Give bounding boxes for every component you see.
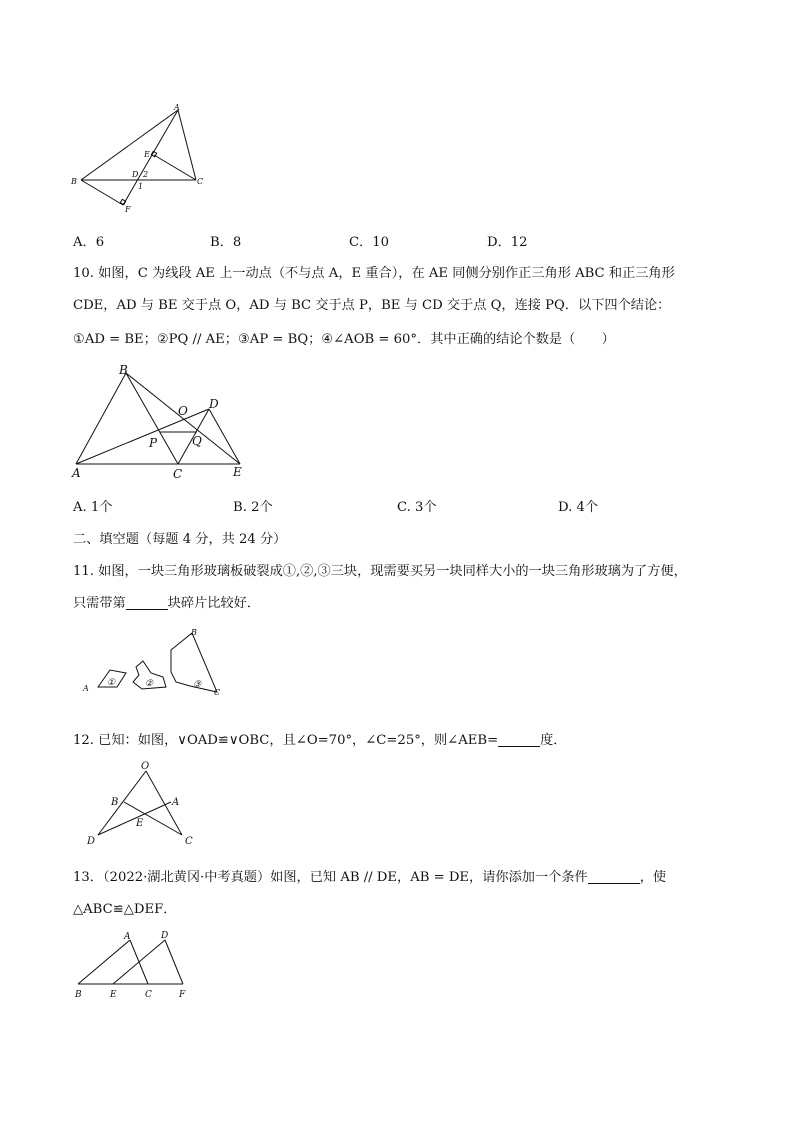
q13-answer-blank[interactable]: [588, 869, 640, 884]
q12-label-C: C: [185, 836, 193, 847]
q9-option-c: C．10: [349, 235, 390, 250]
q13-label-A: A: [124, 932, 131, 942]
q10-label-E: E: [233, 465, 242, 479]
q11-line-1: 11. 如图，一块三角形玻璃板破裂成①,②,③三块，现需要买另一块同样大小的一块三角形玻璃为了方便，: [73, 564, 687, 579]
q9-option-b: B．8: [210, 235, 242, 250]
q13-line-1: [73, 866, 666, 885]
q11-piece-1: ①: [107, 678, 116, 688]
q11-piece-2: ②: [145, 679, 154, 689]
q11-label-C: C: [214, 688, 221, 697]
q9-label-B: B: [71, 177, 77, 186]
q12-answer-blank[interactable]: [498, 732, 540, 747]
q11-figure: [76, 625, 226, 700]
q13-text-pre: 13．（2022·湖北黄冈·中考真题）如图，已知 AB // DE，AB = DE，请你添加一个条件: [73, 870, 588, 885]
q11-label-A: A: [83, 684, 89, 693]
q10-line-2: CDE，AD 与 BE 交于点 O，AD 与 BC 交于点 P，BE 与 CD 交于点 Q，连接 PQ．以下四个结论：: [73, 298, 671, 313]
q12-text-post: 度．: [540, 733, 567, 748]
q13-figure: [70, 926, 195, 1004]
q12-label-D: D: [87, 836, 96, 847]
q10-label-P: P: [149, 436, 158, 450]
q13-label-B: B: [75, 990, 82, 1000]
q12-label-A: A: [172, 797, 180, 808]
q10-option-d: D. 4个: [558, 500, 599, 515]
q13-label-C: C: [145, 990, 152, 1000]
q9-label-A: A: [174, 103, 180, 112]
q9-label-1: 1: [138, 182, 144, 191]
q9-figure: [66, 100, 216, 215]
q11-line-2: [73, 592, 260, 611]
q13-text-post: ，使: [639, 870, 667, 885]
q10-label-B: B: [119, 363, 128, 377]
q11-text-post: 块碎片比较好．: [167, 596, 261, 611]
q10-label-C: C: [173, 467, 183, 481]
q10-option-b: B. 2个: [233, 500, 273, 515]
q10-option-a: A. 1个: [73, 500, 113, 515]
q11-label-B: B: [191, 628, 197, 637]
q12-text-pre: 12. 已知：如图，∨OAD≌∨OBC，且∠O=70°，∠C=25°，则∠AEB=: [73, 733, 499, 748]
q10-option-c: C. 3个: [397, 500, 437, 515]
q10-label-Q: Q: [192, 434, 202, 448]
q10-label-O: O: [178, 404, 188, 418]
section-2-title: 二、填空题（每题 4 分，共 24 分）: [73, 532, 287, 547]
q12-label-O: O: [141, 761, 150, 772]
q10-figure: [66, 362, 256, 484]
q12-label-E: E: [136, 818, 144, 829]
q9-label-D: D: [132, 170, 139, 179]
q9-label-E: E: [144, 150, 150, 159]
q12-label-B: B: [111, 797, 119, 808]
q9-label-C: C: [197, 177, 204, 186]
q11-answer-blank[interactable]: [126, 595, 168, 610]
q12-figure: [76, 757, 206, 849]
q10-line-1: 10. 如图，C 为线段 AE 上一动点（不与点 A，E 重合），在 AE 同侧分别作正三角形 ABC 和正三角形: [73, 266, 675, 281]
q12-line: [73, 729, 567, 748]
q11-text-pre: 只需带第: [73, 596, 126, 611]
q9-label-2: 2: [143, 170, 149, 179]
q10-label-D: D: [209, 397, 219, 411]
q13-label-D: D: [161, 931, 169, 941]
q10-line-3: ①AD = BE；②PQ // AE；③AP = BQ；④∠AOB = 60°．其中正确的结论个数是（ ）: [73, 332, 615, 347]
q9-option-d: D．12: [487, 235, 528, 250]
q9-label-F: F: [125, 205, 131, 214]
q10-label-A: A: [72, 466, 81, 480]
q13-label-E: E: [110, 990, 117, 1000]
q13-label-F: F: [179, 990, 186, 1000]
q13-line-2: △ABC≌△DEF．: [73, 902, 177, 917]
q9-option-a: A．6: [73, 235, 105, 250]
q11-piece-3: ③: [193, 680, 202, 690]
